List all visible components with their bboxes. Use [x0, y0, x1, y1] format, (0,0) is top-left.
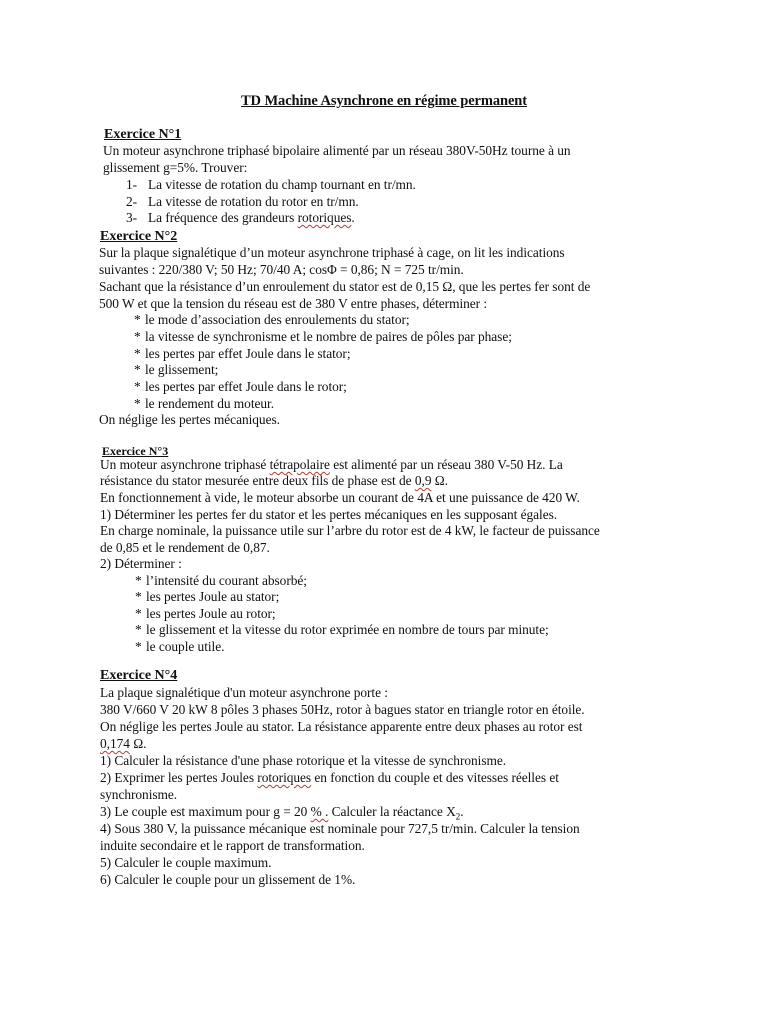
exercise-3-line-5: En charge nominale, la puissance utile sur l’arbre du rotor est de 4 kW, le facteur de puissance	[100, 523, 600, 538]
exercise-4-question-4b: induite secondaire et le rapport de transformation.	[100, 838, 365, 853]
exercise-1-item-1: 1- La vitesse de rotation du champ tournant en tr/mn.	[126, 177, 416, 192]
exercise-4-question-1: 1) Calculer la résistance d'une phase rotorique et la vitesse de synchronisme.	[100, 753, 507, 768]
exercise-2-footer: On néglige les pertes mécaniques.	[99, 412, 280, 427]
exercise-1-intro-line-1: Un moteur asynchrone triphasé bipolaire alimenté par un réseau 380V-50Hz tourne à un	[103, 143, 571, 158]
exercise-4-question-3: 3) Le couple est maximum pour g = 20 % . Calculer la réactance $X_2$.	[100, 804, 464, 822]
exercise-3-line-3: En fonctionnement à vide, le moteur absorbe un courant de 4A et une puissance de 420 W.	[100, 490, 580, 505]
exercise-4-line-3: On néglige les pertes Joule au stator. La résistance apparente entre deux phases au rotor est	[100, 719, 583, 734]
exercise-4-question-2a: 2) Exprimer les pertes Joules rotoriques en fonction du couple et des vitesses réelles et	[100, 770, 559, 785]
document-title: TD Machine Asynchrone en régime permanent	[240, 93, 527, 109]
exercise-3-line-2: résistance du stator mesurée entre deux fils de phase est de 0,9 Ω.	[100, 473, 448, 488]
exercise-1-item-3: 3- La fréquence des grandeurs rotoriques.	[126, 210, 355, 225]
exercise-4-line-2: 380 V/660 V 20 kW 8 pôles 3 phases 50Hz, rotor à bagues stator en triangle rotor en étoile.	[100, 702, 585, 717]
exercise-2-bullet-4: * le glissement;	[134, 362, 219, 377]
exercise-1-heading: Exercice N°1	[104, 127, 182, 142]
exercise-2-intro-line-4: 500 W et que la tension du réseau est de 380 V entre phases, déterminer :	[99, 296, 488, 311]
exercise-4-question-5: 5) Calculer le couple maximum.	[100, 855, 272, 870]
exercise-4-question-6: 6) Calculer le couple pour un glissement de 1%.	[100, 872, 356, 887]
exercise-3-bullet-2: * les pertes Joule au stator;	[135, 589, 280, 604]
exercise-2-bullet-5: * les pertes par effet Joule dans le rotor;	[134, 379, 347, 394]
exercise-3-line-6: de 0,85 et le rendement de 0,87.	[100, 540, 270, 555]
exercise-2-bullet-1: * le mode d’association des enroulements du stator;	[134, 312, 410, 327]
exercise-3-bullet-3: * les pertes Joule au rotor;	[135, 606, 276, 621]
exercise-2-intro-line-3: Sachant que la résistance d’un enroulement du stator est de 0,15 Ω, que les pertes fer sont de	[99, 279, 591, 294]
exercise-2-heading: Exercice N°2	[100, 229, 178, 244]
exercise-3-line-4: 1) Déterminer les pertes fer du stator et les pertes mécaniques en les supposant égales.	[100, 507, 558, 522]
exercise-4-heading: Exercice N°4	[100, 668, 178, 683]
exercise-2-bullet-3: * les pertes par effet Joule dans le stator;	[134, 346, 351, 361]
exercise-1-item-2: 2- La vitesse de rotation du rotor en tr/mn.	[126, 194, 359, 209]
exercise-3-bullet-4: * le glissement et la vitesse du rotor exprimée en nombre de tours par minute;	[135, 622, 549, 637]
exercise-2-bullet-2: * la vitesse de synchronisme et le nombre de paires de pôles par phase;	[134, 329, 512, 344]
exercise-3-line-1: Un moteur asynchrone triphasé tétrapolaire est alimenté par un réseau 380 V-50 Hz. La	[100, 457, 563, 472]
exercise-4-question-4a: 4) Sous 380 V, la puissance mécanique est nominale pour 727,5 tr/min. Calculer la tension	[100, 821, 580, 836]
exercise-3-heading: Exercice N°3	[102, 444, 169, 458]
exercise-3-bullet-5: * le couple utile.	[135, 639, 225, 654]
exercise-4-line-1: La plaque signalétique d'un moteur asynchrone porte :	[100, 685, 388, 700]
exercise-2-intro-line-1: Sur la plaque signalétique d’un moteur asynchrone triphasé à cage, on lit les indications	[99, 245, 565, 260]
exercise-3-bullet-1: * l’intensité du courant absorbé;	[135, 573, 307, 588]
exercise-2-bullet-6: * le rendement du moteur.	[134, 396, 274, 411]
exercise-1-intro-line-2: glissement g=5%. Trouver:	[103, 160, 248, 175]
exercise-4-question-2b: synchronisme.	[100, 787, 178, 802]
exercise-3-line-7: 2) Déterminer :	[100, 556, 182, 571]
exercise-2-intro-line-2: suivantes : 220/380 V; 50 Hz; 70/40 A; cosΦ = 0,86; N = 725 tr/min.	[99, 262, 464, 277]
exercise-4-line-4: 0,174 Ω.	[100, 736, 147, 751]
